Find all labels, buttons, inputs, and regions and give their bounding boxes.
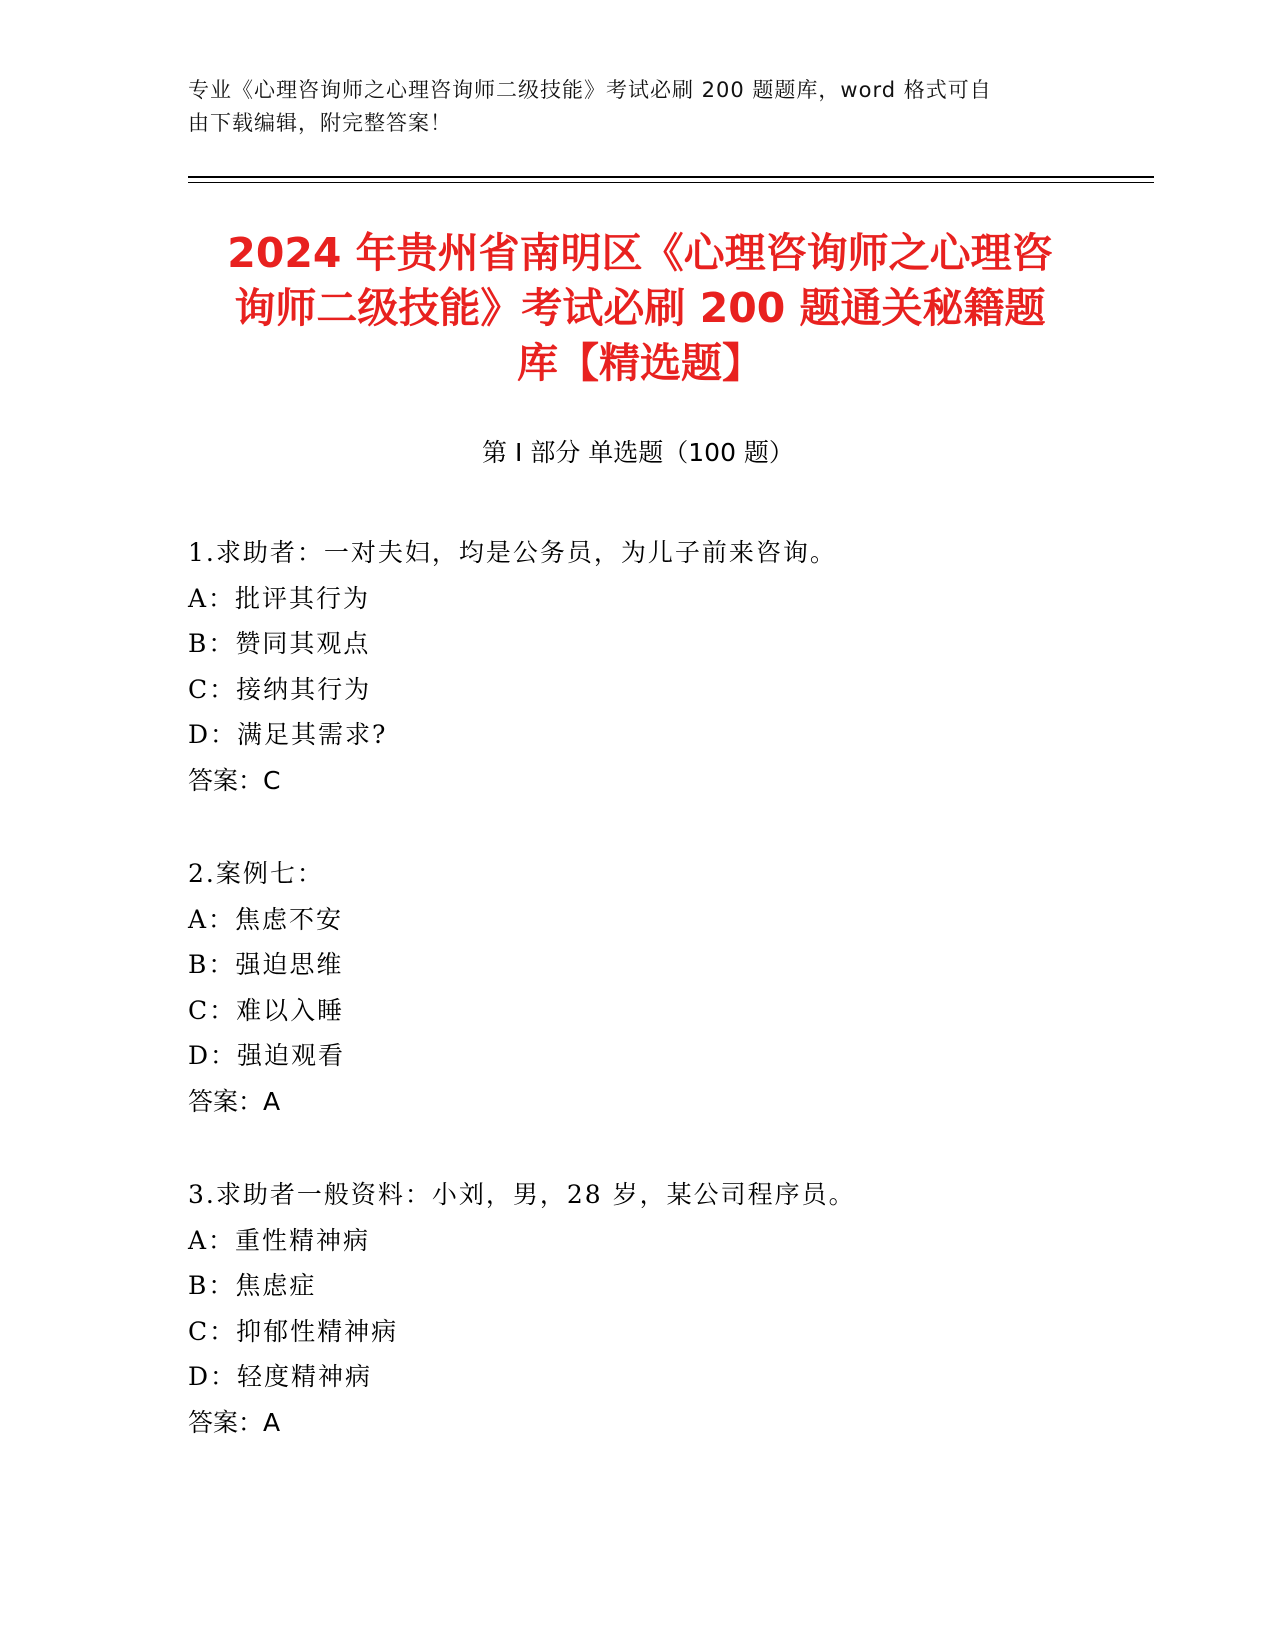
option-b: B：赞同其观点 (188, 629, 371, 658)
document-title (160, 226, 1120, 391)
option-c: C：抑郁性精神病 (188, 1316, 399, 1346)
option-d: D：满足其需求? (188, 720, 388, 749)
question-item (188, 851, 1148, 1124)
header-divider-thick (188, 176, 1154, 178)
answer: 答案：C (188, 765, 281, 795)
option-b: B：焦虑症 (188, 1271, 317, 1300)
question-stem: 2.案例七： (188, 859, 324, 888)
question-stem: 1.求助者：一对夫妇，均是公务员，为儿子前来咨询。 (188, 538, 837, 567)
question-item (188, 1172, 1148, 1445)
option-c: C：难以入睡 (188, 995, 345, 1025)
answer: 答案：A (188, 1407, 281, 1437)
document-title-line-1: 2024 年贵州省南明区《心理咨询师之心理咨 (227, 229, 1053, 277)
option-d: D：强迫观看 (188, 1041, 346, 1070)
option-a: A：批评其行为 (188, 583, 371, 613)
option-d: D：轻度精神病 (188, 1362, 373, 1391)
option-c: C：接纳其行为 (188, 674, 372, 704)
header-note-line-1: 专业《心理咨询师之心理咨询师二级技能》考试必刷 200 题题库，word 格式可自 (188, 78, 992, 102)
document-title-line-2: 询师二级技能》考试必刷 200 题通关秘籍题 (234, 284, 1046, 332)
option-b: B：强迫思维 (188, 950, 344, 979)
answer: 答案：A (188, 1086, 281, 1116)
question-stem: 3.求助者一般资料：小刘，男，28 岁，某公司程序员。 (188, 1180, 856, 1209)
option-a: A：重性精神病 (188, 1225, 371, 1255)
header-note-line-2: 由下载编辑，附完整答案！ (188, 111, 452, 135)
option-a: A：焦虑不安 (188, 904, 344, 934)
section-heading: 第 I 部分 单选题（100 题） (482, 438, 794, 467)
document-title-line-3: 库【精选题】 (517, 339, 763, 387)
question-item (188, 530, 1148, 803)
header-divider-thin (188, 182, 1154, 183)
question-list (188, 530, 1148, 1493)
header-note (188, 74, 1088, 140)
